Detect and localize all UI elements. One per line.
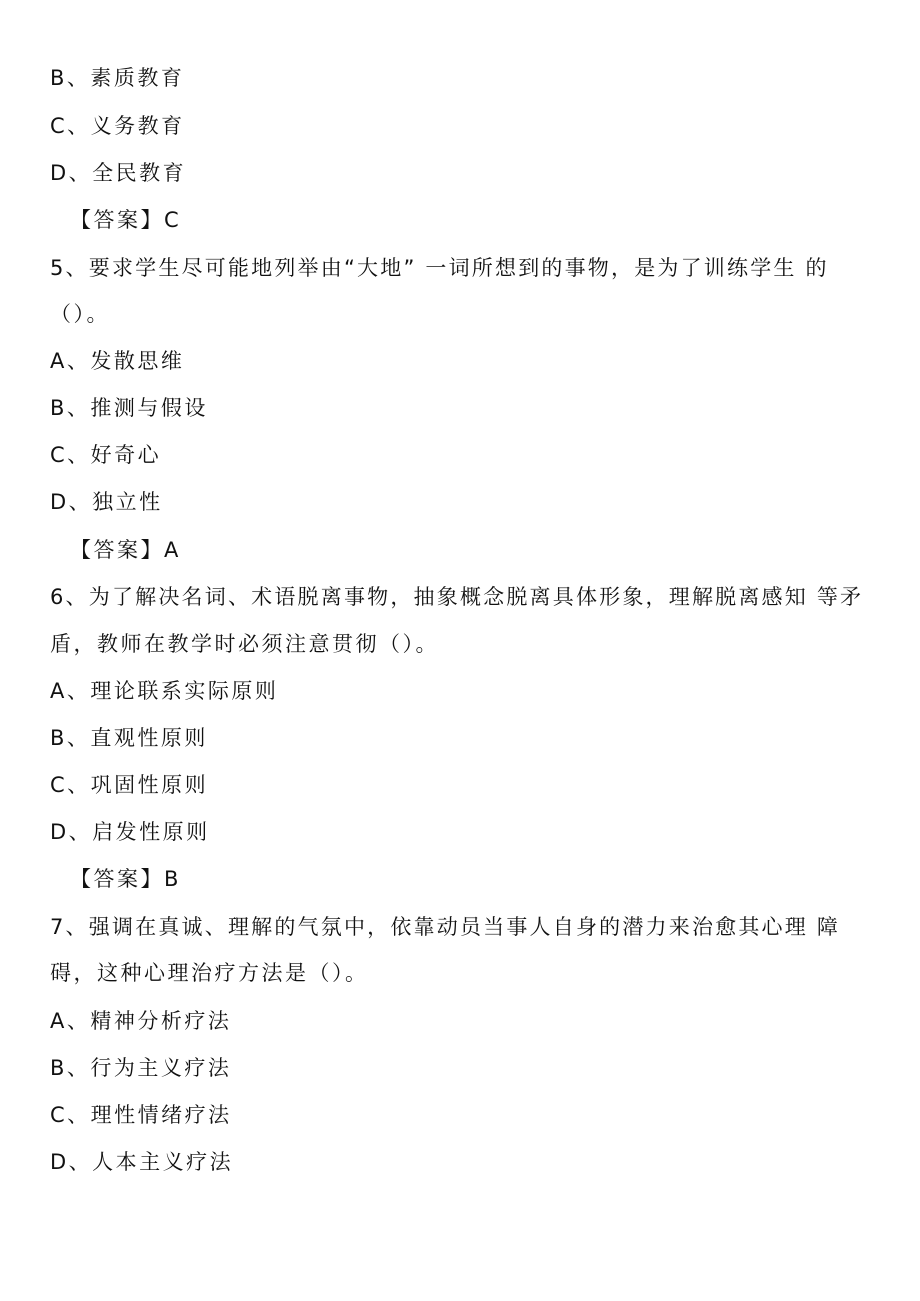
q6-option-a: A、理论联系实际原则 [50, 679, 279, 703]
q7-option-b: B、行为主义疗法 [50, 1056, 232, 1080]
q7-stem-line2: 碍，这种心理治疗方法是（）。 [50, 961, 369, 985]
q5-stem-line1: 5、要求学生尽可能地列举由“大地” 一词所想到的事物，是为了训练学生 的 [50, 256, 829, 280]
q5-stem-line2: （）。 [50, 302, 110, 326]
q6-stem-line1: 6、为了解决名词、术语脱离事物，抽象概念脱离具体形象，理解脱离感知 等矛 [50, 585, 864, 609]
q6-answer: 【答案】B [70, 867, 181, 891]
q5-option-d: D、独立性 [50, 490, 163, 514]
q7-stem-line1: 7、强调在真诚、理解的气氛中，依靠动员当事人自身的潜力来治愈其心理 障 [50, 915, 841, 939]
q5-option-a: A、发散思维 [50, 349, 185, 373]
q6-option-c: C、巩固性原则 [50, 773, 209, 797]
q6-option-b: B、直观性原则 [50, 726, 208, 750]
q5-option-b: B、推测与假设 [50, 396, 208, 420]
q4-option-b: B、素质教育 [50, 66, 185, 90]
q5-option-c: C、好奇心 [50, 443, 162, 467]
q6-stem-line2: 盾，教师在教学时必须注意贯彻（）。 [50, 632, 439, 656]
q5-answer: 【答案】A [70, 538, 181, 562]
q4-option-d: D、全民教育 [50, 161, 187, 185]
q4-option-c: C、义务教育 [50, 114, 185, 138]
q6-option-d: D、启发性原则 [50, 820, 210, 844]
q7-option-c: C、理性情绪疗法 [50, 1103, 232, 1127]
q7-option-a: A、精神分析疗法 [50, 1009, 232, 1033]
q4-answer: 【答案】C [70, 208, 182, 232]
q7-option-d: D、人本主义疗法 [50, 1150, 234, 1174]
